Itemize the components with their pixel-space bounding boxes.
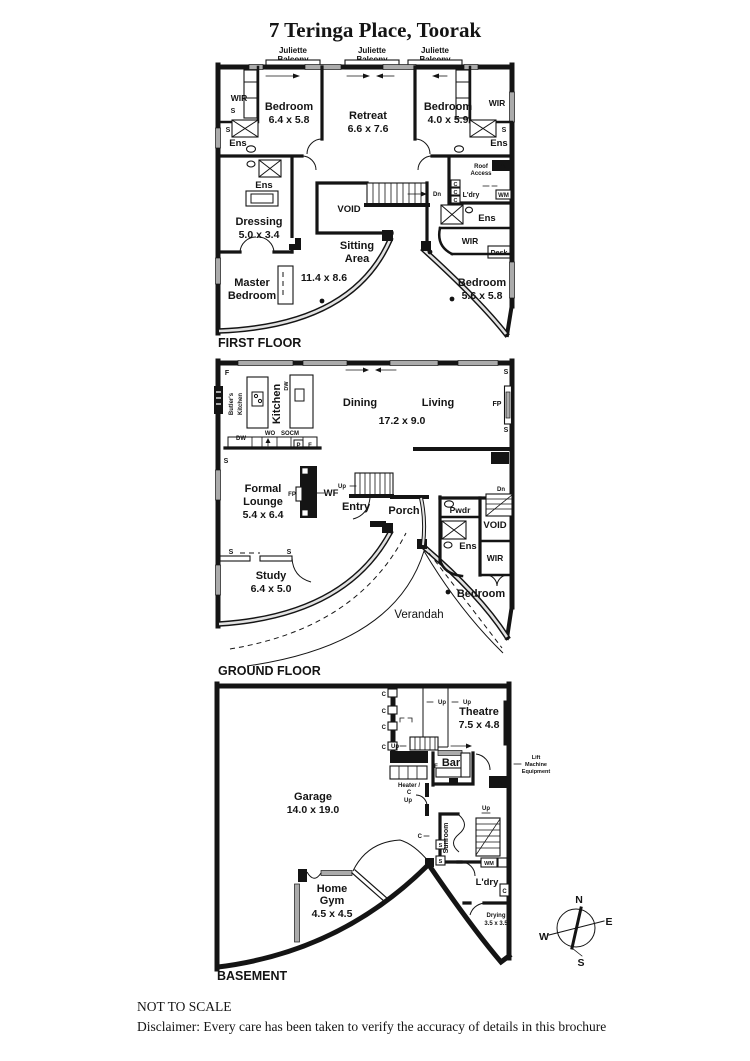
cupboard-label: C [381, 709, 386, 715]
room-dims: 17.2 x 9.0 [378, 415, 426, 427]
room-label: Bedroom [423, 101, 473, 113]
cupboard-label: C [381, 725, 386, 731]
wall [470, 67, 512, 122]
door-arc [486, 575, 508, 586]
window [510, 262, 515, 298]
up-label: Up [391, 744, 399, 750]
ceiling-mark [400, 718, 412, 722]
ensuite-label: Ens [229, 138, 247, 149]
cupboard [388, 722, 397, 730]
cupboard [388, 689, 397, 697]
toilet [247, 161, 255, 167]
wall [507, 304, 512, 335]
window [303, 361, 347, 366]
window [216, 470, 221, 500]
room-label: Living [421, 397, 455, 409]
door-arc [307, 139, 322, 154]
ground-floor-plan [214, 361, 512, 679]
fridge-label: F [434, 764, 438, 770]
floor-title: GROUND FLOOR [218, 664, 321, 678]
pantry-unit [214, 386, 223, 414]
appliance-label: SOCM [281, 431, 299, 437]
window [458, 361, 498, 366]
compass-e: E [605, 916, 613, 928]
compass-rose [539, 894, 612, 969]
fireplace-label: FP [288, 492, 296, 498]
not-to-scale-note: NOT TO SCALE [137, 999, 232, 1014]
bar-counter [436, 768, 462, 777]
room-label: Kitchen [271, 383, 283, 425]
kitchen-island [247, 377, 268, 428]
window [390, 361, 438, 366]
ensuite-label: Ens [459, 541, 477, 552]
void-label: VOID [337, 204, 361, 215]
balcony-label: Juliette [278, 46, 308, 55]
bar-unit [449, 778, 458, 784]
verandah-dashed [429, 553, 502, 648]
window [295, 884, 300, 942]
room-label: Dressing [235, 216, 283, 228]
room-label: Butler's [229, 392, 235, 416]
shelf-label: S [286, 549, 292, 556]
door-slide-arrows [346, 368, 396, 373]
room-label: Entry [341, 501, 371, 513]
first-floor-plan [216, 46, 515, 350]
ensuite-label: Ens [490, 138, 508, 149]
window [383, 65, 416, 70]
compass-s: S [577, 957, 585, 969]
room-dims: 6.4 x 5.8 [268, 114, 310, 126]
heater-unit [390, 766, 427, 779]
room-dims: 5.6 x 5.8 [461, 290, 503, 302]
room-dims: 5.0 x 3.4 [238, 229, 280, 241]
dishwasher-label: DW [284, 381, 290, 391]
door-arc [476, 754, 490, 770]
lift-machine-label: Equipment [521, 769, 551, 775]
ensuite-label: Ens [478, 213, 496, 224]
shelf-label: S [503, 427, 509, 434]
compass-n: N [575, 894, 583, 906]
oven-arrow [266, 438, 271, 443]
door-arc [470, 903, 484, 915]
fireplace [296, 487, 302, 501]
room-label: Bar [441, 757, 461, 769]
window [321, 871, 352, 876]
floor-title: FIRST FLOOR [218, 336, 302, 350]
column [428, 250, 433, 255]
verandah-label: Verandah [394, 609, 444, 621]
wall [507, 605, 512, 638]
fireplace-label: FP [492, 401, 502, 408]
floor-title: BASEMENT [217, 969, 288, 983]
room-dims: 6.4 x 5.0 [250, 583, 292, 595]
heater-label: Heater / [397, 783, 421, 789]
room-label: Area [344, 253, 370, 265]
room-label: Porch [388, 505, 420, 517]
verandah-edge [247, 551, 503, 666]
balcony-label: Juliette [420, 46, 450, 55]
up-label: Up [482, 806, 490, 812]
fireplace-inner [506, 392, 510, 418]
wall-band [390, 751, 428, 763]
room-label: Study [255, 570, 287, 582]
pantry-label: P [296, 443, 301, 449]
toilet [455, 146, 464, 152]
window [510, 92, 515, 122]
room-label: Lounge [243, 496, 283, 508]
arrow [466, 744, 472, 749]
down-label: Dn [433, 192, 441, 198]
bench-dividers [252, 437, 303, 448]
step [370, 521, 386, 527]
wall-post [425, 858, 434, 867]
shelf-label: S [503, 369, 509, 376]
fridge-label: F [224, 370, 230, 377]
compass-w: W [539, 931, 549, 943]
door-arc [415, 139, 430, 154]
cupboard-label: C [453, 198, 458, 204]
cupboard-label: C [502, 889, 507, 895]
roof-access-label: Access [470, 171, 492, 177]
wall-post [298, 869, 307, 882]
window [249, 65, 263, 70]
cupboard-label: C [453, 182, 458, 188]
waterfeature-label: WF [323, 488, 339, 499]
wir-label: WIR [488, 98, 506, 108]
column [450, 297, 455, 302]
heater-label: C [406, 790, 412, 796]
up-label: Up [463, 700, 471, 706]
toilet [444, 542, 452, 548]
dresser [278, 266, 293, 304]
window [216, 258, 221, 284]
cupboard-label: C [453, 190, 458, 196]
window [238, 361, 293, 366]
room-label: Home [316, 883, 348, 895]
washer-label: WM [484, 861, 494, 867]
room-dims: 6.6 x 7.6 [347, 123, 389, 135]
cupboard-label: C [381, 692, 386, 698]
room-label: Bedroom [457, 277, 507, 289]
oven-label: WO [264, 431, 276, 437]
door-arc [307, 872, 321, 878]
room-label: Kitchen [238, 392, 244, 416]
speaker [302, 468, 308, 474]
roof-access-label: Roof [474, 164, 488, 170]
room-dims: 7.5 x 4.8 [458, 719, 500, 731]
washer-label: WM [498, 193, 509, 199]
desk-label: Desk [490, 250, 508, 257]
toilet [466, 207, 473, 213]
wir-label: WIR [486, 553, 504, 563]
room-label: Garage [294, 791, 332, 803]
toilet [247, 146, 256, 152]
room-label: Gym [319, 895, 345, 907]
room-label: Drying [486, 913, 506, 919]
cupboard-label: C [381, 745, 386, 751]
room-label: Dining [342, 397, 378, 409]
room-label: Bedroom [227, 290, 277, 302]
room-label: Retreat [349, 110, 387, 122]
room-dims: 5.4 x 6.4 [242, 509, 284, 521]
column [446, 590, 451, 595]
shelf-label: S [223, 458, 229, 465]
door-arc [302, 156, 316, 170]
curved-doors [454, 815, 465, 852]
room-label: Master [234, 277, 270, 289]
room-dims: 14.0 x 19.0 [286, 804, 340, 816]
room-dims: 4.5 x 4.5 [311, 908, 353, 920]
shelf-label: S [438, 843, 443, 849]
room-label: Sitting [339, 240, 375, 252]
lift-machine-label: Machine [524, 762, 548, 768]
up-label: Up [338, 484, 346, 490]
disclaimer-text: Disclaimer: Every care has been taken to verify the accuracy of details in this brochure [137, 1019, 607, 1034]
room-dims: 4.0 x 5.9 [427, 114, 469, 126]
door-slide-arrows [266, 74, 447, 79]
shelf-label: S [225, 127, 231, 134]
laundry-label: L'dry [475, 877, 499, 888]
shelf [220, 556, 250, 561]
bay-window-wall [219, 533, 390, 624]
door-arc [418, 156, 432, 170]
wir-label: WIR [230, 93, 248, 103]
bay-window-glass [219, 533, 390, 624]
window [216, 128, 221, 148]
shelf-label: S [438, 859, 443, 865]
door-arcs [353, 840, 429, 871]
page-title: 7 Teringa Place, Toorak [268, 18, 482, 42]
post-check [289, 238, 295, 244]
room-label: Bedroom [264, 101, 314, 113]
room-dims: 3.5 x 3.5 [484, 921, 508, 927]
up-label: Up [438, 700, 446, 706]
room-label: Bedroom [456, 588, 506, 600]
down-label: Dn [497, 487, 505, 493]
room-label: Sunroom [443, 822, 450, 854]
shelf-label: S [501, 127, 507, 134]
angled-wall [352, 870, 388, 902]
room-label: Formal [244, 483, 282, 495]
window [438, 751, 462, 756]
up-label: Up [404, 798, 412, 804]
lift-label: Lift [496, 164, 506, 170]
lift-machine-label: Lift [531, 755, 541, 761]
ensuite-label: Ens [255, 180, 273, 191]
column [320, 299, 325, 304]
cupboard-label: C [417, 834, 422, 840]
lift-label: Lift [495, 457, 505, 463]
void-label: VOID [483, 520, 507, 531]
staircase [355, 473, 393, 495]
room-label: Theatre [459, 706, 499, 718]
door-arc [461, 862, 475, 876]
balcony-label: Juliette [357, 46, 387, 55]
window [216, 565, 221, 595]
shelf [260, 556, 292, 561]
powder-label: Pwdr [449, 505, 471, 515]
wall [439, 228, 452, 254]
shelf-label: S [228, 549, 234, 556]
cupboard [388, 706, 397, 714]
fridge-label: F [308, 443, 312, 449]
laundry-label: L'dry [462, 192, 480, 199]
compass-needle-south [572, 948, 582, 956]
room-dims: 11.4 x 8.6 [300, 272, 348, 284]
wir-label: WIR [461, 236, 479, 246]
lift-label: Lift [493, 781, 503, 787]
shelf-label: S [230, 108, 236, 115]
staircase [410, 737, 438, 750]
door-arc [292, 558, 311, 582]
basement-plan [217, 684, 550, 983]
dishwasher-label: DW [236, 436, 246, 442]
speaker [302, 510, 308, 516]
tub [498, 858, 507, 867]
bar-counter [461, 753, 470, 777]
